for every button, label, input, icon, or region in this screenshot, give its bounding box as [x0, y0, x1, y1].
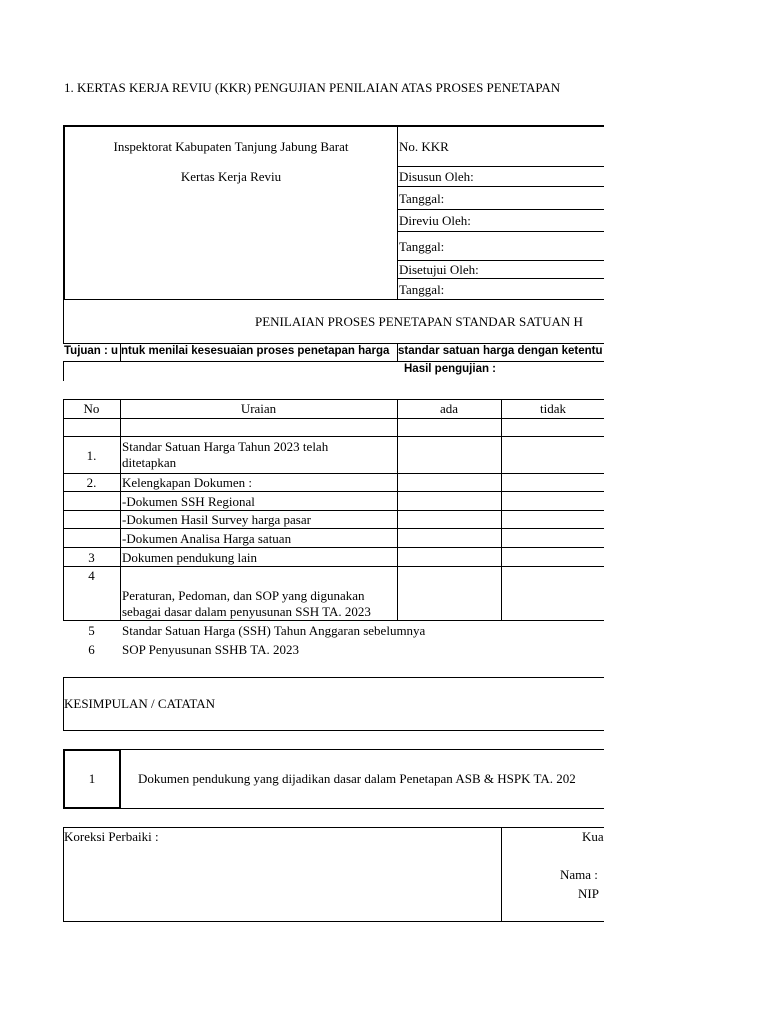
row-line	[63, 436, 604, 437]
row-line	[63, 418, 604, 419]
field-disetujui-oleh: Disetujui Oleh:	[399, 262, 479, 277]
row-line	[63, 528, 604, 529]
document-type: Kertas Kerja Reviu	[180, 169, 282, 184]
row-uraian: -Dokumen Analisa Harga satuan	[122, 531, 292, 546]
field-line	[397, 186, 604, 187]
row-no: 6	[88, 642, 95, 657]
header-box-top-border	[63, 125, 604, 127]
row-line	[63, 620, 604, 621]
nip-label: NIP	[578, 886, 599, 901]
section-title: PENILAIAN PROSES PENETAPAN STANDAR SATUAN H	[255, 314, 583, 329]
col-line	[397, 399, 398, 620]
header-box-bottom-border	[63, 299, 604, 300]
row-no: 3	[88, 550, 95, 565]
document-heading: 1. KERTAS KERJA REVIU (KKR) PENGUJIAN PENILAIAN ATAS PROSES PENETAPAN	[64, 80, 561, 95]
institution-name: Inspektorat Kabupaten Tanjung Jabung Barat	[113, 139, 349, 154]
col-line	[120, 399, 121, 620]
hasil-pengujian-label: Hasil pengujian :	[404, 363, 497, 375]
nama-label: Nama :	[560, 867, 598, 882]
header-box-divider	[397, 125, 398, 300]
conclusion-text: Dokumen pendukung yang dijadikan dasar dalam Penetapan ASB & HSPK TA. 202	[138, 771, 576, 786]
kuasa-label: Kua	[582, 829, 604, 844]
kesimpulan-bottom-border	[63, 730, 604, 731]
tujuan-label: Tujuan : u	[64, 345, 119, 357]
row-uraian: Standar Satuan Harga (SSH) Tahun Anggaran sebelumnya	[122, 623, 426, 638]
col-header-no: No	[83, 401, 100, 416]
kesimpulan-top-border	[63, 677, 604, 678]
row-line	[63, 566, 604, 567]
col-header-uraian: Uraian	[240, 401, 277, 416]
col-line	[501, 399, 502, 620]
row-uraian: Standar Satuan Harga Tahun 2023 telah	[122, 439, 329, 454]
row-no: 2.	[86, 475, 97, 490]
row-uraian: Kelengkapan Dokumen :	[122, 475, 252, 490]
row-uraian: Peraturan, Pedoman, dan SOP yang digunakan	[122, 588, 365, 603]
field-line	[397, 209, 604, 210]
col-header-ada: ada	[439, 401, 459, 416]
field-tanggal-1: Tanggal:	[399, 191, 445, 206]
field-direviu-oleh: Direviu Oleh:	[399, 213, 471, 228]
row-uraian: -Dokumen SSH Regional	[122, 494, 255, 509]
hasil-left-border	[63, 361, 64, 381]
row-uraian: -Dokumen Hasil Survey harga pasar	[122, 512, 311, 527]
col-header-tidak: tidak	[540, 401, 566, 416]
row-line	[63, 510, 604, 511]
conclusion-top-border	[63, 749, 604, 750]
kesimpulan-label: KESIMPULAN / CATATAN	[64, 696, 216, 711]
koreksi-label: Koreksi Perbaiki :	[64, 829, 159, 844]
row-line	[63, 399, 604, 400]
row-line	[63, 473, 604, 474]
tujuan-bottom-border	[63, 361, 604, 362]
conclusion-number-box-top	[63, 749, 121, 751]
row-uraian: sebagai dasar dalam penyusunan SSH TA. 2023	[122, 604, 371, 619]
tujuan-text: ntuk menilai kesesuaian proses penetapan harga	[121, 345, 390, 357]
field-no-kkr: No. KKR	[399, 139, 449, 154]
conclusion-number: 1	[88, 771, 96, 786]
field-tanggal-3: Tanggal:	[399, 282, 445, 297]
section-left-border	[63, 299, 64, 343]
row-no: 5	[88, 623, 95, 638]
field-tanggal-2: Tanggal:	[399, 239, 445, 254]
koreksi-bottom-border	[63, 921, 604, 922]
col-line	[63, 399, 64, 620]
tujuan-top-border	[63, 343, 604, 344]
row-uraian: SOP Penyusunan SSHB TA. 2023	[122, 642, 300, 657]
row-no: 4	[88, 568, 95, 583]
tujuan-text-continued: standar satuan harga dengan ketentu	[398, 345, 603, 357]
field-line	[397, 231, 604, 232]
row-no: 1.	[86, 448, 97, 463]
koreksi-top-border	[63, 827, 604, 828]
conclusion-bottom-border	[63, 808, 604, 809]
header-box-left-border	[63, 125, 65, 300]
koreksi-divider	[501, 827, 502, 922]
conclusion-number-box-bottom	[63, 807, 121, 809]
row-uraian: ditetapkan	[122, 455, 177, 470]
row-uraian: Dokumen pendukung lain	[122, 550, 258, 565]
field-line	[397, 166, 604, 167]
field-disusun-oleh: Disusun Oleh:	[399, 169, 474, 184]
field-line	[397, 278, 604, 279]
row-line	[63, 491, 604, 492]
row-line	[63, 547, 604, 548]
field-line	[397, 260, 604, 261]
